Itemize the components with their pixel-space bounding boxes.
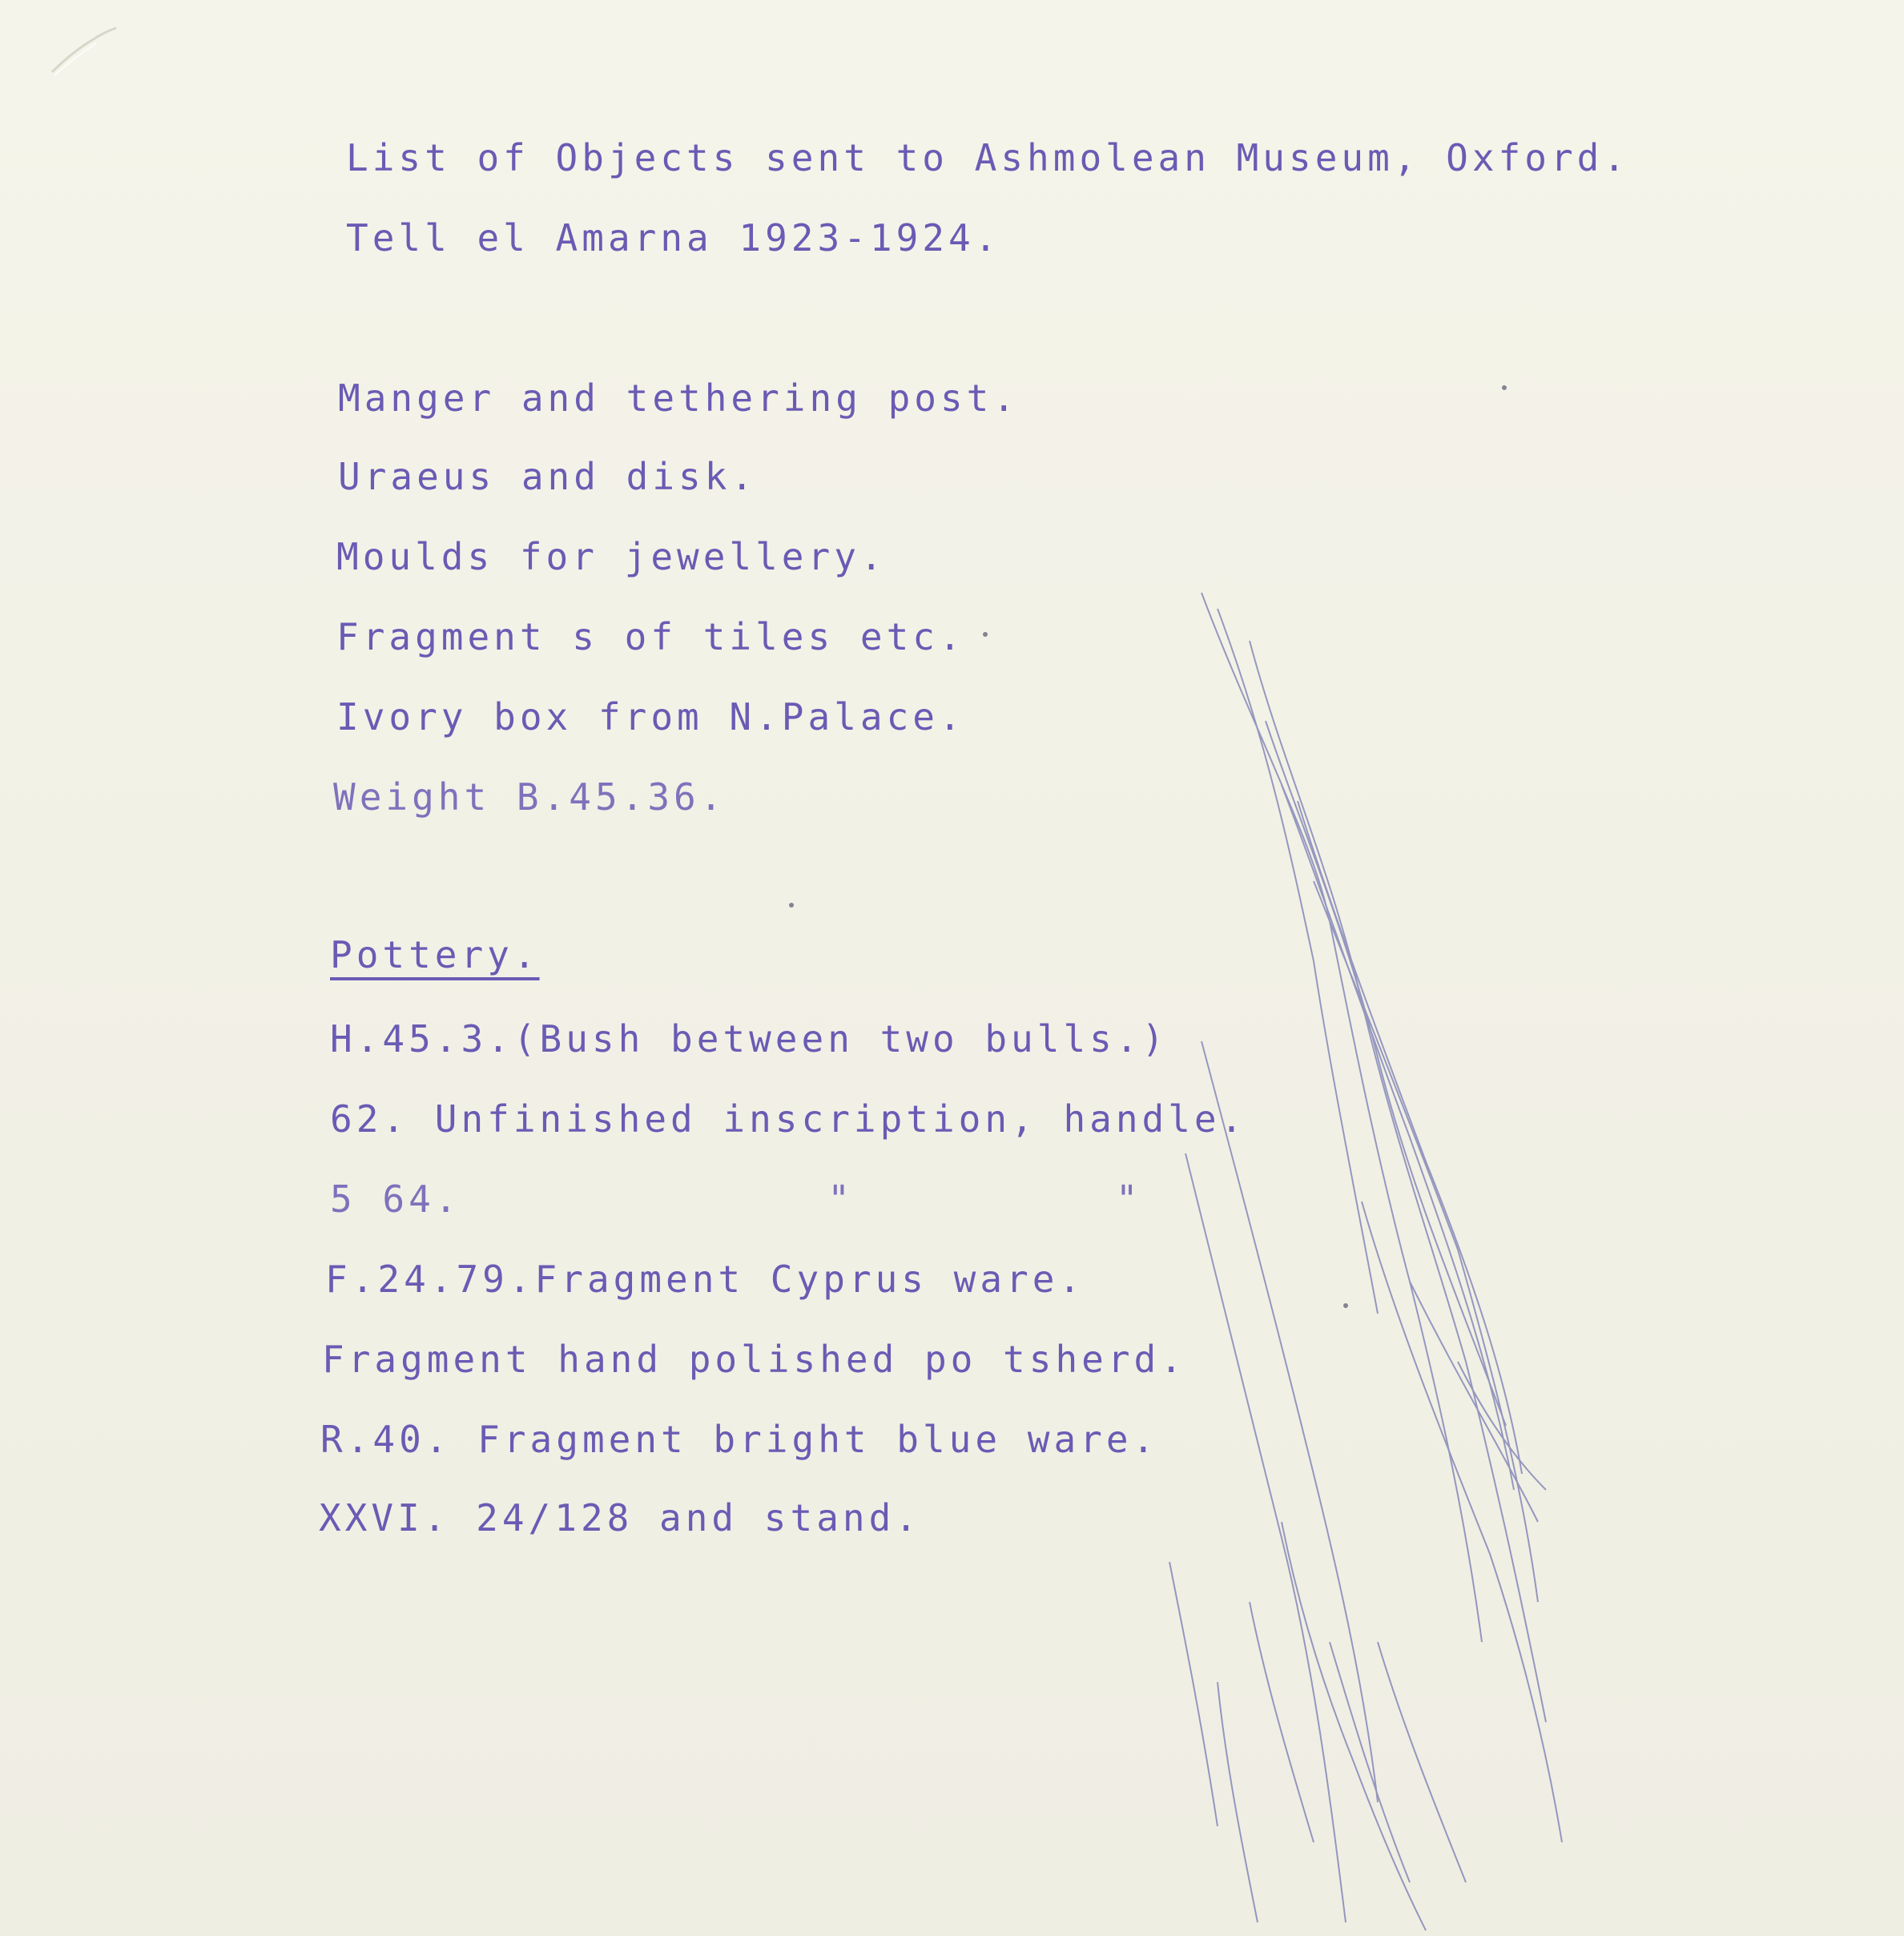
pottery-item: 62. Unfinished inscription, handle. <box>330 1097 1247 1141</box>
list-item: Manger and tethering post. <box>338 376 1020 420</box>
list-item: Uraeus and disk. <box>338 455 758 498</box>
list-item: Ivory box from N.Palace. <box>336 695 965 739</box>
pottery-item: XXVI. 24/128 and stand. <box>319 1496 921 1540</box>
list-item: Fragment s of tiles etc. <box>336 615 965 658</box>
pottery-item: 5 64. " " <box>330 1177 1142 1221</box>
pottery-item: F.24.79.Fragment Cyprus ware. <box>325 1258 1085 1301</box>
pottery-item: Fragment hand polished po tsherd. <box>322 1338 1186 1381</box>
pottery-item: H.45.3.(Bush between two bulls.) <box>330 1017 1169 1061</box>
pottery-heading: Pottery. <box>330 933 540 976</box>
list-item: Weight B.45.36. <box>333 775 727 819</box>
document-subtitle: Tell el Amarna 1923-1924. <box>346 216 1001 260</box>
pottery-item: R.40. Fragment bright blue ware. <box>320 1418 1159 1461</box>
list-item: Moulds for jewellery. <box>336 535 887 578</box>
paper-crease <box>48 24 120 80</box>
document-title: List of Objects sent to Ashmolean Museum, Oxford. <box>346 136 1630 179</box>
